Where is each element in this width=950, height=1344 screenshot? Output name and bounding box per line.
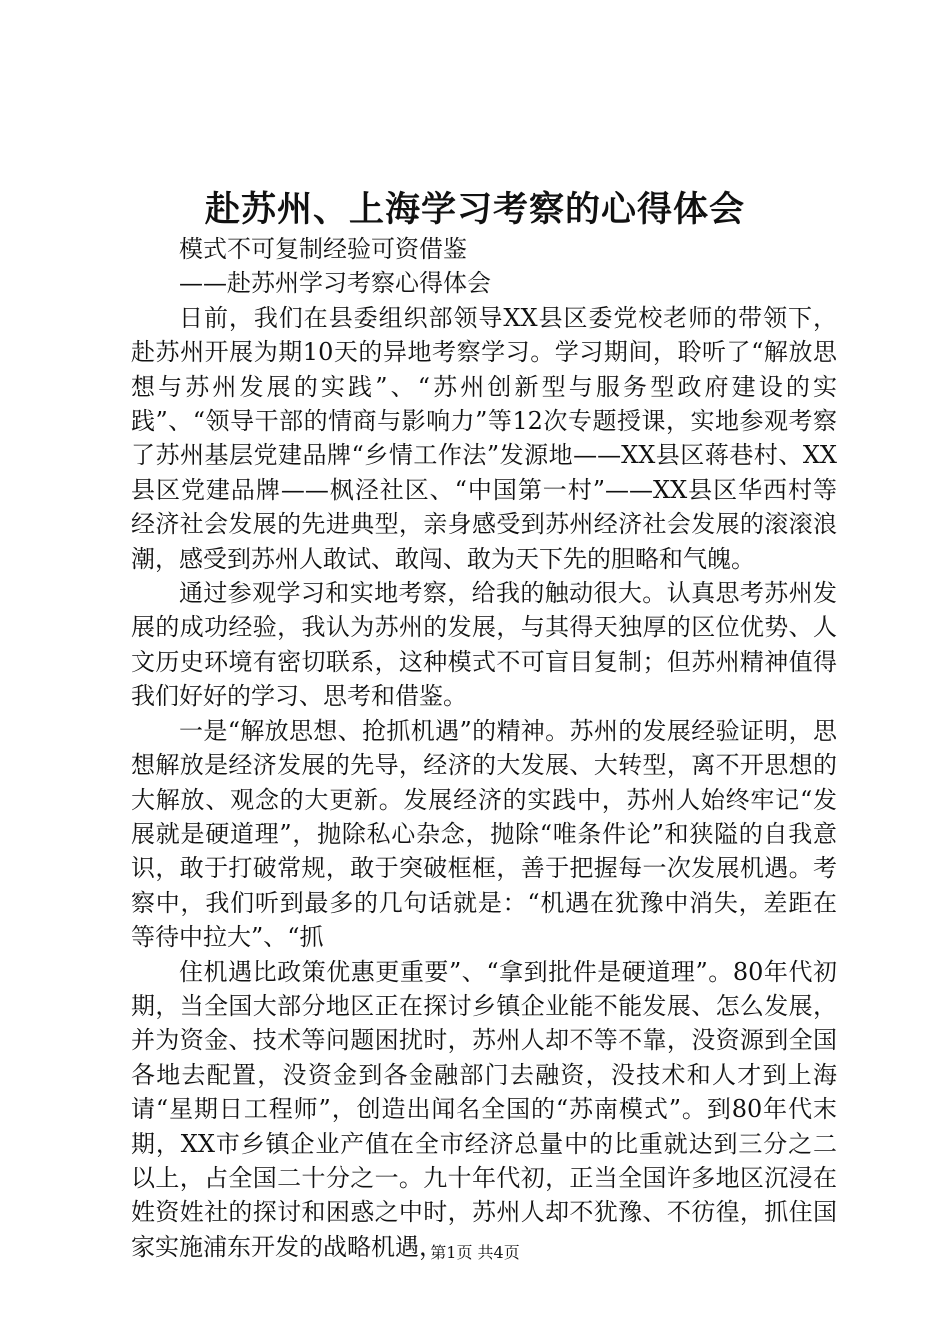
paragraph: 一是“解放思想、抢抓机遇”的精神。苏州的发展经验证明，思想解放是经济发展的先导，经济的大发展、大转型，离不开思想的大解放、观念的大更新。发展经济的实践中，苏州人始终牢记“发展就是硬道理”，抛除私心杂念，抛除“唯条件论”和狭隘的自我意识，敢于打破常规，敢于突破框框，善于把握每一次发展机遇。考察中，我们听到最多的几句话就是：“机遇在犹豫中消失，差距在等待中拉大”、“抓 (131, 716, 837, 952)
paragraph: 住机遇比政策优惠更重要”、“拿到批件是硬道理”。80年代初期，当全国大部分地区正在探讨乡镇企业能不能发展、怎么发展，并为资金、技术等问题困扰时，苏州人却不等不靠，没资源到全国各地去配置，没资金到各金融部门去融资，没技术和人才到上海请“星期日工程师”，创造出闻名全国的“苏南模式”。到80年代末期，XX市乡镇企业产值在全市经济总量中的比重就达到三分之二以上，占全国二十分之一。九十年代初，正当全国许多地区沉浸在姓资姓社的探讨和困惑之中时，苏州人却不犹豫、不彷徨，抓住国家实施浦东开发的战略机遇， (131, 957, 837, 1261)
paragraph: 通过参观学习和实地考察，给我的触动很大。认真思考苏州发展的成功经验，我认为苏州的发展，与其得天独厚的区位优势、人文历史环境有密切联系，这种模式不可盲目复制；但苏州精神值得我们好好的学习、思考和借鉴。 (131, 579, 837, 711)
document-byline: ——赴苏州学习考察心得体会 (179, 269, 491, 298)
document-title: 赴苏州、上海学习考察的心得体会 (204, 189, 745, 230)
document-body (131, 232, 837, 1264)
document-subtitle: 模式不可复制经验可资借鉴 (179, 235, 467, 263)
page-number-footer: 第1页 共4页 (430, 1243, 520, 1262)
paragraph: 日前，我们在县委组织部领导XX县区委党校老师的带领下，赴苏州开展为期10天的异地考察学习。学习期间，聆听了“解放思想与苏州发展的实践”、“苏州创新型与服务型政府建设的实践”、“领导干部的情商与影响力”等12次专题授课，实地参观考察了苏州基层党建品牌“乡情工作法”发源地——XX县区蒋巷村、XX县区党建品牌——枫泾社区、“中国第一村”——XX县区华西村等经济社会发展的先进典型，亲身感受到苏州经济社会发展的滚滚浪潮，感受到苏州人敢试、敢闯、敢为天下先的胆略和气魄。 (131, 303, 837, 573)
